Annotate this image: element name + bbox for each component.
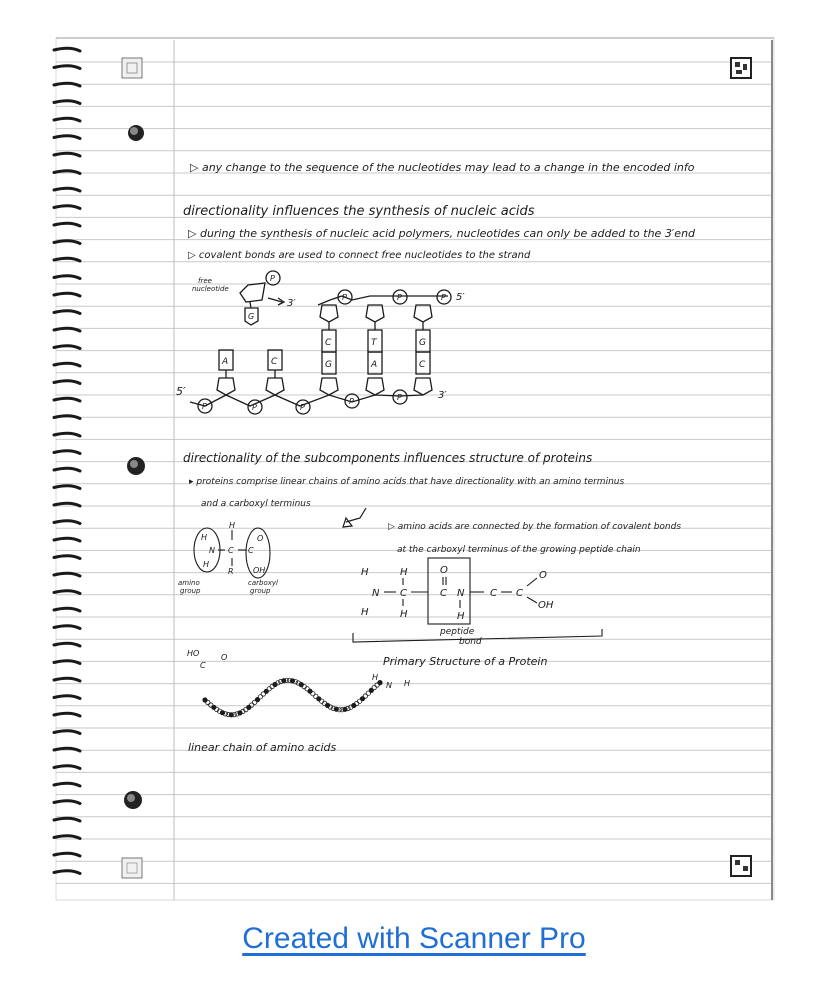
h-atom: H	[361, 567, 369, 578]
peptide-bond-label-2: bond	[459, 637, 482, 647]
c-atom: C	[400, 588, 407, 599]
h-atom: H	[201, 533, 208, 542]
bullet-covalent: ▷ covalent bonds are used to connect free nucleotides to the strand	[188, 250, 531, 261]
chain-caption: linear chain of amino acids	[188, 741, 337, 754]
pair3-top: G	[419, 338, 426, 348]
free-nucleotide-label-2: nucleotide	[192, 285, 229, 293]
h-atom: H	[400, 567, 408, 578]
o-atom: O	[440, 565, 448, 576]
chain-bead	[308, 689, 312, 693]
h-atom: H	[457, 611, 465, 622]
pair1-bottom: G	[325, 360, 332, 370]
n-atom: N	[209, 546, 215, 555]
phosphate-label: P	[441, 293, 446, 302]
note-line-1: ▷ any change to the sequence of the nucleotides may lead to a change in the encoded info	[190, 161, 695, 174]
r-group: R	[228, 567, 234, 576]
base-c: C	[271, 357, 278, 367]
heading-proteins: directionality of the subcomponents influences structure of proteins	[183, 451, 593, 465]
chain-bead	[378, 680, 382, 684]
o-atom: O	[221, 653, 228, 662]
chain-bead	[343, 707, 347, 711]
h-atom: H	[203, 560, 210, 569]
footer-link-text[interactable]: Created with Scanner Pro	[242, 922, 586, 955]
phosphate-label: P	[349, 397, 354, 406]
phosphate-label: P	[397, 393, 402, 402]
h-atom: H	[229, 521, 236, 530]
o-atom: O	[539, 570, 547, 581]
c-atom: C	[490, 588, 497, 599]
pair2-top: T	[371, 338, 377, 348]
phosphate-label: P	[270, 274, 275, 283]
peptide-bond-label: peptide	[440, 627, 475, 637]
primary-structure-label: Primary Structure of a Protein	[383, 655, 548, 668]
n-atom: N	[457, 588, 465, 599]
n-atom: N	[386, 681, 392, 690]
free-nucleotide-label: free	[198, 277, 212, 285]
binder-hole-bottom	[124, 791, 142, 809]
base-a: A	[222, 357, 229, 367]
corner-marker-bottom-right	[731, 856, 751, 876]
bullet-amino-acids: ▷ amino acids are connected by the formation of covalent bonds	[388, 522, 682, 532]
oh-group: OH	[253, 566, 266, 575]
created-with-scanner-pro-link[interactable]	[0, 922, 828, 956]
chain-bead	[317, 697, 321, 701]
amino-group-label: amino	[178, 579, 200, 587]
phosphate-label: P	[202, 402, 207, 411]
phosphate-label: P	[300, 403, 305, 412]
n-atom: N	[372, 588, 380, 599]
chain-bead	[360, 697, 364, 701]
h-atom: H	[404, 679, 411, 688]
chain-end: H	[372, 673, 379, 682]
corner-marker-bottom-left	[122, 858, 142, 878]
end-5-top: 5′	[456, 292, 465, 303]
c-atom: C	[200, 661, 206, 670]
heading-nucleic-acids: directionality influences the synthesis of nucleic acids	[183, 204, 535, 219]
c-atom: C	[228, 546, 234, 555]
oh-group: OH	[538, 600, 554, 611]
end-3-top: 3′	[287, 298, 296, 309]
pair3-bottom: C	[419, 360, 426, 370]
c-atom: C	[516, 588, 523, 599]
carboxyl-group-label-2: group	[250, 587, 271, 595]
phosphate-label: P	[397, 293, 402, 302]
bullet-amino-acids-cont: at the carboxyl terminus of the growing peptide chain	[397, 545, 641, 555]
h-atom: H	[400, 609, 408, 620]
bullet-proteins: ▸ proteins comprise linear chains of amino acids that have directionality with an amino terminus	[189, 477, 625, 487]
pair1-top: C	[325, 338, 332, 348]
chain-bead	[247, 705, 251, 709]
c-atom: C	[248, 546, 254, 555]
h-atom: H	[361, 607, 369, 618]
end-5-bottom: 5′	[176, 385, 186, 398]
binder-hole-top	[128, 125, 144, 141]
binder-hole-middle	[127, 457, 145, 475]
pair2-bottom: A	[371, 360, 378, 370]
o-atom: O	[257, 534, 264, 543]
corner-marker-top-right	[731, 58, 751, 78]
bullet-proteins-cont: and a carboxyl terminus	[201, 499, 311, 509]
amino-group-label-2: group	[180, 587, 201, 595]
carboxyl-group-label: carboxyl	[248, 579, 278, 587]
chain-bead	[220, 711, 224, 715]
corner-marker-top-left	[122, 58, 142, 78]
chain-start: HO	[187, 649, 200, 658]
c-atom: C	[440, 588, 447, 599]
phosphate-label: P	[342, 293, 347, 302]
phosphate-label: P	[252, 403, 257, 412]
bullet-synthesis: ▷ during the synthesis of nucleic acid polymers, nucleotides can only be added to the 3′end	[188, 227, 696, 240]
base-free-label: G	[248, 312, 255, 321]
end-3-bottom: 3′	[438, 390, 447, 401]
chain-bead	[203, 698, 207, 702]
chain-bead	[264, 689, 268, 693]
chain-bead	[290, 679, 294, 683]
